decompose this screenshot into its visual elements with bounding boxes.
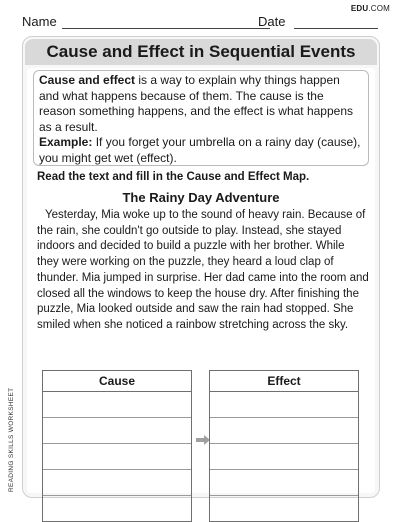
- effect-cell[interactable]: [210, 444, 358, 470]
- cause-cell[interactable]: [43, 496, 191, 521]
- cause-cell[interactable]: [43, 392, 191, 418]
- effect-cell[interactable]: [210, 470, 358, 496]
- name-label: Name: [22, 14, 57, 29]
- example-text: If you forget your umbrella on a rainy day (cause), you might get wet (effect).: [39, 135, 361, 165]
- instruction-text: Read the text and fill in the Cause and Effect Map.: [37, 171, 310, 183]
- arrow-right-icon: [196, 435, 210, 445]
- effect-cell[interactable]: [210, 392, 358, 418]
- side-label: READING SKILLS WORKSHEET: [8, 387, 15, 492]
- effect-header: Effect: [210, 371, 358, 392]
- date-label: Date: [258, 14, 286, 29]
- intro-definition: [39, 73, 363, 135]
- brand-logo: [351, 4, 390, 13]
- effect-cell[interactable]: [210, 496, 358, 521]
- intro-term: Cause and effect: [39, 73, 136, 87]
- effect-cell[interactable]: [210, 418, 358, 444]
- worksheet-content: [27, 68, 375, 493]
- name-field[interactable]: [62, 28, 270, 29]
- intro-box: [33, 70, 369, 166]
- cause-cell[interactable]: [43, 444, 191, 470]
- date-field[interactable]: [294, 28, 378, 29]
- worksheet-panel: [22, 36, 380, 498]
- cause-header: Cause: [43, 371, 191, 392]
- story-text: Yesterday, Mia woke up to the sound of heavy rain. Because of the rain, she couldn't go outside to play. Instead, she stayed indoors and decided to build a puzzle with her brother. While they were working on the puzzle, they heard a loud clap of thunder. Mia jumped in surprise. Her dad came into the room and closed all the windows to keep the house dry. After finishing the puzzle, Mia looked outside and saw the rain had stopped. She smiled when she noticed a rainbow stretching across the sky.: [37, 209, 369, 331]
- intro-example: [39, 135, 363, 166]
- brand-suffix: .COM: [368, 4, 390, 13]
- brand-name: EDU: [350, 4, 369, 13]
- cause-cell[interactable]: [43, 470, 191, 496]
- cause-table: [42, 370, 192, 522]
- example-label: Example:: [39, 135, 93, 149]
- intro-definition-text: is a way to explain why things happen and what happens because of them. The cause is the reason something happens, and the effect is what happens as a result.: [39, 73, 353, 134]
- story-title: The Rainy Day Adventure: [122, 190, 280, 205]
- cause-cell[interactable]: [43, 418, 191, 444]
- name-date-row: [22, 14, 378, 34]
- effect-table: [209, 370, 359, 522]
- page-title: Cause and Effect in Sequential Events: [46, 42, 356, 61]
- title-bar: [25, 39, 377, 65]
